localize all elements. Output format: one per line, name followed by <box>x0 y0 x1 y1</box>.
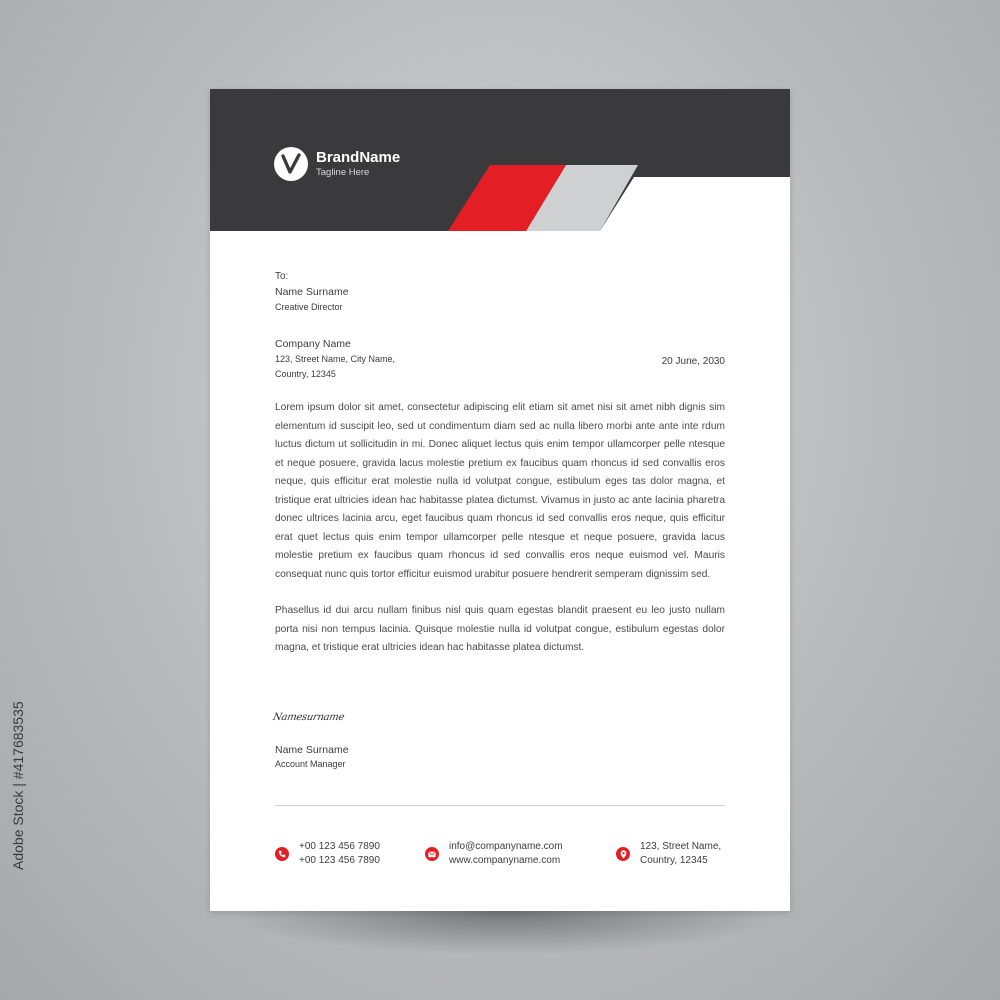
footer-address-line1: 123, Street Name, <box>640 841 722 852</box>
letter-date: 20 June, 2030 <box>661 356 725 367</box>
to-label: To: <box>275 271 289 282</box>
phone-line2: +00 123 456 7890 <box>299 855 380 866</box>
recipient-name: Name Surname <box>275 286 349 298</box>
company-address-line2: Country, 12345 <box>275 368 336 379</box>
footer-phone <box>275 840 380 868</box>
footer-email <box>425 840 563 868</box>
email-address: info@companyname.com <box>449 841 563 852</box>
company-block <box>275 336 395 381</box>
v-logo-icon <box>274 147 308 181</box>
location-pin-icon <box>616 847 630 861</box>
brand-block <box>274 147 400 181</box>
recipient-title: Creative Director <box>275 302 343 312</box>
company-address-line1: 123, Street Name, City Name, <box>275 354 396 364</box>
body-paragraph: Lorem ipsum dolor sit amet, consectetur adipiscing elit etiam sit amet nisi sit amet nibh dignis sim elementum id suscipit leo, sed ut condimentum diam sed ac nulla libero morbi ante ante inte rdum luctus dictum ut sollicitudin in mi. Donec aliquet lectus quis enim tempor ullamcorper pelle ntesque et neque posuere, gravida lacus molestie pretium ex faucibus quam rhoncus id sed convallis eros neque, quis efficitur erat molestie nulla id volutpat congue, estibulum eges tas dolor magna, et tristique erat ultricies idean hac habitasse platea dictumst. Vivamus in justo ac ante lacinia pharetra donec ultrices lacinia arcu, eget faucibus quam rhoncus id sed convallis eros neque, quis efficitur erat quet lectus quis enim tempor ullamcorper pelle ntesque et neque posuere, gravida lacus molestie pretium ex faucibus quam rhoncus id sed convallis eros neque euismod vel. Mauris consequat nunc quis tortor efficitur euismod urabitur posuere hendrerit semperam dignissim sed. <box>275 402 725 580</box>
brand-name: BrandName <box>316 148 401 166</box>
email-icon <box>425 847 439 861</box>
phone-line1: +00 123 456 7890 <box>299 841 380 852</box>
letterhead-header <box>210 89 790 231</box>
website-url: www.companyname.com <box>449 855 561 866</box>
company-name: Company Name <box>275 338 351 350</box>
body-paragraph: Phasellus id dui arcu nullam finibus nisl quis quam egestas blandit praesent eu leo justo nullam porta nisi non tempus lacinia. Quisque molestie nulla id volutpat congue, estibulum egestas dolor magna, et tristique erat ultricies idean hac habitasse platea dictumst. <box>275 605 725 653</box>
signature-script: Namesurname <box>271 712 346 723</box>
letter-body <box>275 399 725 676</box>
letterhead-page <box>210 89 790 911</box>
signer-name: Name Surname <box>275 744 349 756</box>
signer-title: Account Manager <box>275 759 346 769</box>
phone-icon <box>275 847 289 861</box>
footer-address-line2: Country, 12345 <box>640 855 708 866</box>
brand-tagline: Tagline Here <box>316 166 370 178</box>
recipient-block <box>275 270 349 314</box>
footer-address <box>616 840 721 868</box>
stock-side-text: Adobe Stock | #417683535 <box>10 701 26 870</box>
footer-divider <box>275 805 725 806</box>
